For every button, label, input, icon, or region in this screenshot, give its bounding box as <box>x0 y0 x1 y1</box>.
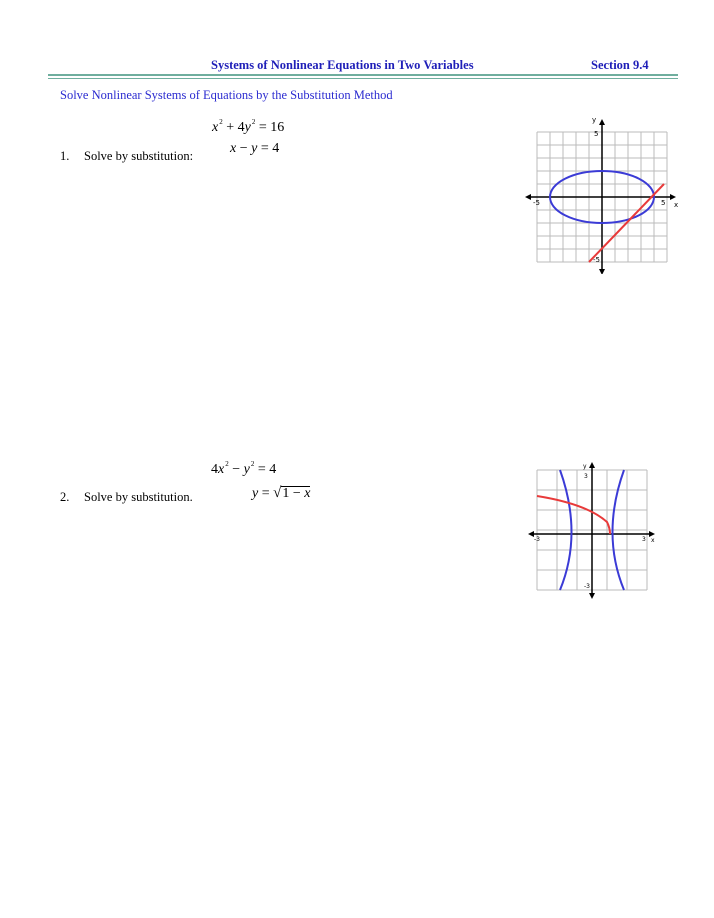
eq-exp: 2 <box>219 118 223 126</box>
eq-var: y <box>244 120 251 135</box>
eq-var: y <box>251 141 258 156</box>
eq-var: x <box>230 141 237 156</box>
problem-1-graph <box>522 112 684 274</box>
arrow-up-icon <box>599 119 605 125</box>
arrow-down-icon <box>599 269 605 274</box>
problem-2-eq2 <box>252 485 310 502</box>
arrow-left-icon <box>525 194 531 200</box>
header-rule-bottom <box>48 78 678 79</box>
arrow-up-icon <box>589 462 595 468</box>
x-axis-label: x <box>674 201 679 209</box>
tick-xmin: -3 <box>534 536 540 543</box>
subheading: Solve Nonlinear Systems of Equations by the Substitution Method <box>60 88 393 102</box>
tick-xmax: 3 <box>642 536 646 543</box>
tick-ymax: 5 <box>594 130 599 138</box>
tick-ymin: -5 <box>593 256 600 264</box>
tick-ymax: 3 <box>584 473 588 480</box>
problem-1-number: 1. <box>60 149 70 163</box>
eq-text: = 4 <box>254 462 277 477</box>
header-rule-top <box>48 74 678 76</box>
eq-var: y <box>243 462 250 477</box>
header-title: Systems of Nonlinear Equations in Two Variables <box>211 58 474 72</box>
eq-var: x <box>304 486 311 501</box>
eq-var: x <box>212 120 219 135</box>
eq-text: = 4 <box>257 141 280 156</box>
header-section: Section 9.4 <box>591 58 649 72</box>
problem-2-eq1 <box>211 460 276 478</box>
problem-1-prompt: Solve by substitution: <box>84 149 194 163</box>
problem-1-eq2 <box>230 141 279 157</box>
sqrt-sign: √ <box>273 485 282 501</box>
problem-1-eq1 <box>212 118 284 136</box>
eq-var: x <box>218 462 225 477</box>
eq-exp: 2 <box>251 118 256 126</box>
problem-2-number: 2. <box>60 490 70 504</box>
sqrt-curve <box>537 496 610 534</box>
eq-text: 1 − <box>282 486 305 501</box>
tick-xmax: 5 <box>661 199 666 207</box>
tick-xmin: -5 <box>533 199 540 207</box>
eq-text: = 16 <box>255 120 285 135</box>
eq-exp: 2 <box>250 460 255 468</box>
eq-text: 4 <box>211 462 218 477</box>
arrow-right-icon <box>670 194 676 200</box>
eq-text: = <box>258 486 274 501</box>
eq-text: − <box>236 141 252 156</box>
tick-ymin: -3 <box>584 583 590 590</box>
y-axis-label: y <box>583 463 587 470</box>
y-axis-label: y <box>592 116 597 124</box>
sqrt-radicand <box>281 486 310 501</box>
arrow-down-icon <box>589 593 595 599</box>
eq-text: − <box>228 462 244 477</box>
eq-text: + 4 <box>222 120 245 135</box>
problem-2-prompt: Solve by substitution. <box>84 490 193 504</box>
eq-exp: 2 <box>225 460 229 468</box>
problem-2-graph <box>527 458 659 600</box>
x-axis-label: x <box>651 537 655 544</box>
eq-var: y <box>252 486 259 501</box>
